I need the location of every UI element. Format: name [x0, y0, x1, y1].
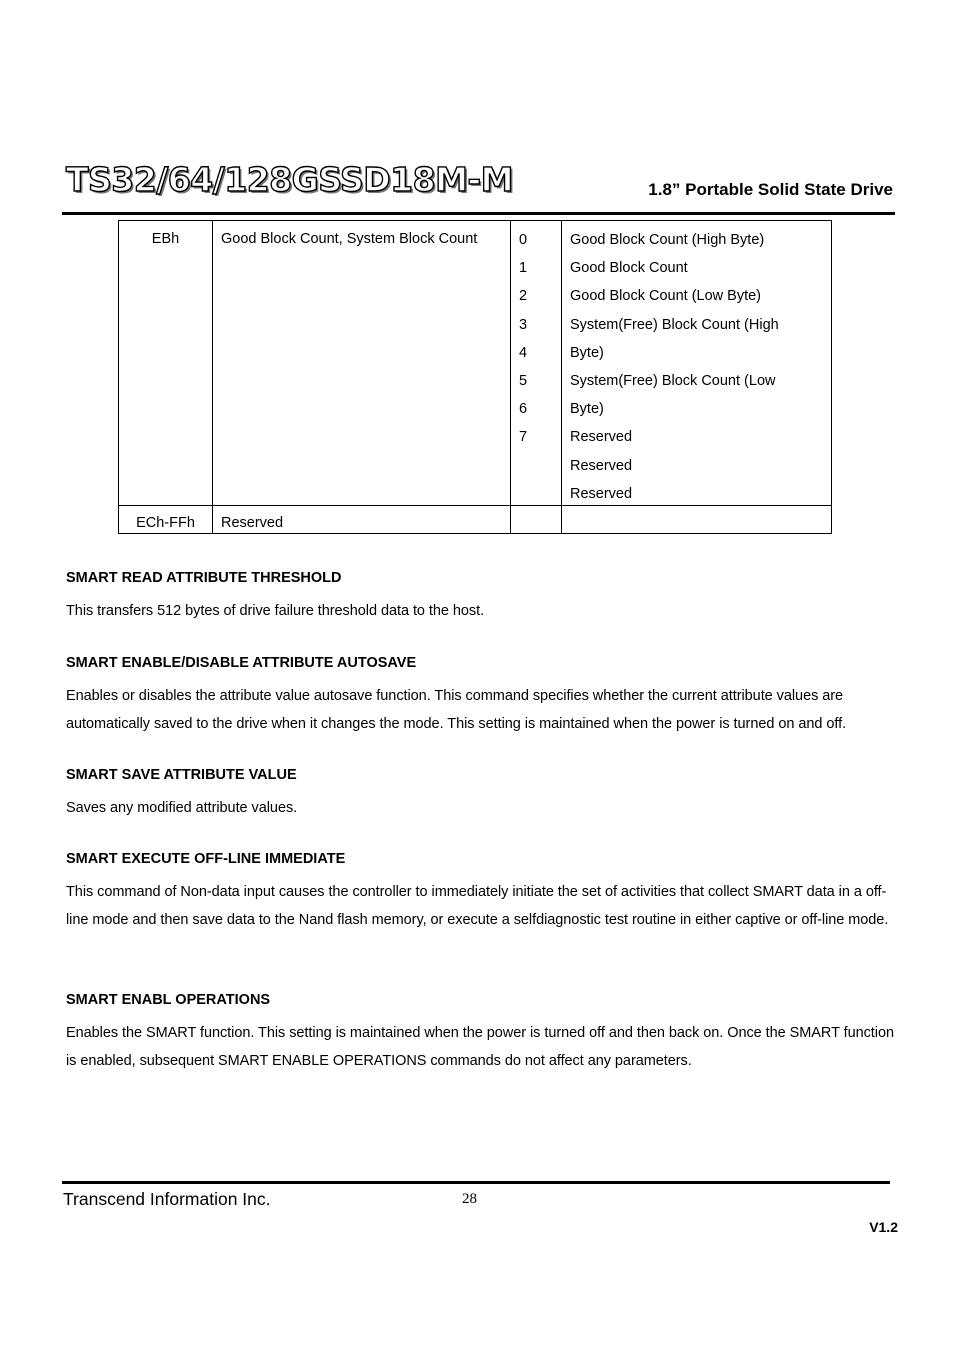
byte-meaning: Byte) — [570, 401, 604, 418]
byte-offset: 2 — [519, 288, 528, 305]
byte-meaning-list — [562, 505, 832, 533]
attribute-description: Good Block Count, System Block Count — [213, 221, 511, 506]
byte-offset-list — [511, 221, 562, 506]
section-body: Enables the SMART function. This setting is maintained when the power is turned off and then back on. Once the SMART function is enabled, subsequent SMART ENABLE OPERATIONS commands do not affect any parameters. — [66, 1025, 894, 1069]
attribute-code: ECh-FFh — [119, 505, 213, 533]
byte-meaning: Byte) — [570, 344, 604, 361]
byte-meaning: System(Free) Block Count (High — [570, 316, 779, 333]
table-row — [119, 505, 832, 533]
attribute-table — [118, 220, 832, 534]
byte-offset: 1 — [519, 260, 528, 277]
section-heading: SMART SAVE ATTRIBUTE VALUE — [66, 767, 297, 783]
document-title: TS32/64/128GSSD18M-M — [66, 160, 513, 199]
byte-meaning: System(Free) Block Count (Low — [570, 372, 776, 389]
byte-offset: 3 — [519, 316, 528, 333]
section-heading: SMART ENABL OPERATIONS — [66, 992, 271, 1008]
byte-offset: 4 — [519, 344, 528, 361]
byte-meaning: Good Block Count (Low Byte) — [570, 288, 762, 305]
attribute-description: Reserved — [213, 505, 511, 533]
byte-meaning: Reserved — [570, 457, 633, 474]
section-body: This command of Non-data input causes the controller to immediately initiate the set of activities that collect SMART data in a off-line mode and then save data to the Nand flash memory, or execute a selfdiagnostic test routine in either captive or off-line mode. — [66, 884, 889, 928]
section-body: Enables or disables the attribute value autosave function. This command specifies whether the current attribute values are automatically saved to the drive when it changes the mode. This setting is maintained when the power is turned on and off. — [66, 688, 847, 732]
section-attribute-autosave — [66, 654, 900, 738]
document-subtitle: 1.8” Portable Solid State Drive — [648, 180, 893, 199]
footer-company: Transcend Information Inc. — [63, 1189, 271, 1209]
section-body: Saves any modified attribute values. — [66, 800, 298, 816]
section-heading: SMART EXECUTE OFF-LINE IMMEDIATE — [66, 851, 346, 867]
section-body: This transfers 512 bytes of drive failure threshold data to the host. — [66, 603, 485, 619]
byte-offset: 7 — [519, 429, 528, 446]
section-save-attribute-value — [66, 766, 900, 822]
section-enable-operations — [66, 991, 900, 1075]
byte-offset-list — [511, 505, 562, 533]
document-version: V1.2 — [869, 1219, 898, 1235]
byte-meaning: Reserved — [570, 485, 633, 502]
byte-meaning: Good Block Count (High Byte) — [570, 232, 765, 248]
byte-meaning: Reserved — [570, 429, 633, 446]
header-divider — [62, 212, 895, 215]
byte-offset: 5 — [519, 372, 528, 389]
table-row — [119, 221, 832, 506]
section-read-attribute-threshold — [66, 569, 900, 625]
attribute-code: EBh — [119, 221, 213, 506]
byte-meaning: Good Block Count — [570, 260, 688, 277]
page-number: 28 — [462, 1191, 477, 1207]
byte-meaning-list — [562, 221, 832, 506]
section-heading: SMART ENABLE/DISABLE ATTRIBUTE AUTOSAVE — [66, 655, 417, 671]
footer-divider — [62, 1181, 890, 1184]
byte-offset: 6 — [519, 401, 528, 418]
section-execute-offline-immediate — [66, 850, 900, 934]
section-heading: SMART READ ATTRIBUTE THRESHOLD — [66, 570, 342, 586]
byte-offset: 0 — [519, 232, 528, 248]
